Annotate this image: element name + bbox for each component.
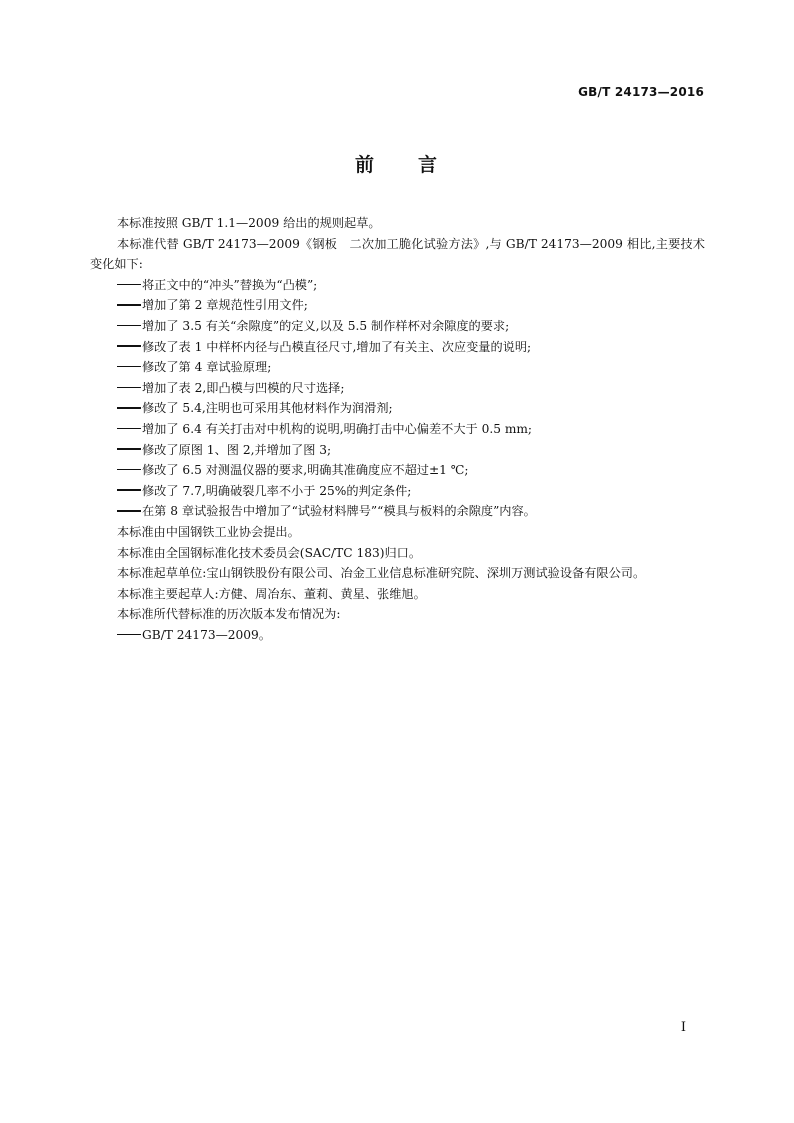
change-item-text: 增加了第 2 章规范性引用文件; bbox=[142, 298, 308, 313]
change-item-text: 修改了 5.4,注明也可采用其他材料作为润滑剂; bbox=[142, 401, 393, 416]
em-dash bbox=[117, 345, 141, 347]
change-item bbox=[90, 440, 705, 461]
em-dash bbox=[117, 510, 141, 512]
change-item bbox=[90, 398, 705, 419]
paragraph-committee: 本标准由全国钢标准化技术委员会(SAC/TC 183)归口。 bbox=[117, 545, 422, 560]
history-item bbox=[90, 625, 705, 646]
em-dash bbox=[117, 304, 141, 306]
paragraph-proposer: 本标准由中国钢铁工业协会提出。 bbox=[117, 524, 300, 539]
change-item-text: 修改了 7.7,明确破裂几率不小于 25%的判定条件; bbox=[142, 483, 412, 498]
em-dash bbox=[117, 387, 141, 389]
em-dash bbox=[117, 428, 141, 430]
change-item bbox=[90, 357, 705, 378]
paragraph-history-intro: 本标准所代替标准的历次版本发布情况为: bbox=[117, 607, 341, 622]
change-item bbox=[90, 316, 705, 337]
paragraph-replacement: 本标准代替 GB/T 24173—2009《钢板 二次加工脆化试验方法》,与 GB/T 24173—2009 相比,主要技术变化如下: bbox=[90, 236, 705, 272]
change-item-text: 在第 8 章试验报告中增加了“试验材料牌号”“模具与板料的余隙度”内容。 bbox=[142, 504, 536, 519]
change-item-text: 修改了第 4 章试验原理; bbox=[142, 360, 272, 375]
paragraph-drafting-units: 本标准起草单位:宝山钢铁股份有限公司、冶金工业信息标准研究院、深圳万测试验设备有限公司。 bbox=[117, 566, 646, 581]
em-dash bbox=[117, 366, 141, 368]
title-char-2: 言 bbox=[418, 154, 440, 176]
title-char-1: 前 bbox=[354, 154, 376, 176]
page-number: I bbox=[680, 1020, 686, 1035]
change-item bbox=[90, 501, 705, 522]
em-dash bbox=[117, 634, 141, 636]
page-title bbox=[0, 150, 794, 177]
change-item bbox=[90, 337, 705, 358]
change-item bbox=[90, 295, 705, 316]
change-item-text: 修改了原图 1、图 2,并增加了图 3; bbox=[142, 442, 332, 457]
change-item-text: 增加了 6.4 有关打击对中机构的说明,明确打击中心偏差不大于 0.5 mm; bbox=[142, 421, 533, 436]
em-dash bbox=[117, 489, 141, 491]
change-item bbox=[90, 481, 705, 502]
em-dash bbox=[117, 407, 141, 409]
em-dash bbox=[117, 325, 141, 327]
em-dash bbox=[117, 448, 141, 450]
em-dash bbox=[117, 469, 141, 471]
change-item-text: 增加了 3.5 有关“余隙度”的定义,以及 5.5 制作样杯对余隙度的要求; bbox=[142, 318, 510, 333]
change-item-text: 增加了表 2,即凸模与凹模的尺寸选择; bbox=[142, 380, 345, 395]
paragraph-drafting-rules: 本标准按照 GB/T 1.1—2009 给出的规则起草。 bbox=[117, 216, 381, 230]
change-item bbox=[90, 275, 705, 296]
foreword-body bbox=[90, 213, 705, 645]
change-item bbox=[90, 419, 705, 440]
em-dash bbox=[117, 284, 141, 286]
history-item-text: GB/T 24173—2009。 bbox=[142, 627, 271, 642]
change-item bbox=[90, 378, 705, 399]
change-item-text: 将正文中的“冲头”替换为“凸模”; bbox=[142, 277, 318, 292]
change-item-text: 修改了 6.5 对测温仪器的要求,明确其准确度应不超过±1 ℃; bbox=[142, 463, 469, 478]
standard-code-header: GB/T 24173—2016 bbox=[578, 85, 704, 99]
change-item bbox=[90, 460, 705, 481]
change-item-text: 修改了表 1 中样杯内径与凸模直径尺寸,增加了有关主、次应变量的说明; bbox=[142, 339, 532, 354]
paragraph-drafters: 本标准主要起草人:方健、周冶东、董莉、黄星、张维旭。 bbox=[117, 586, 426, 601]
